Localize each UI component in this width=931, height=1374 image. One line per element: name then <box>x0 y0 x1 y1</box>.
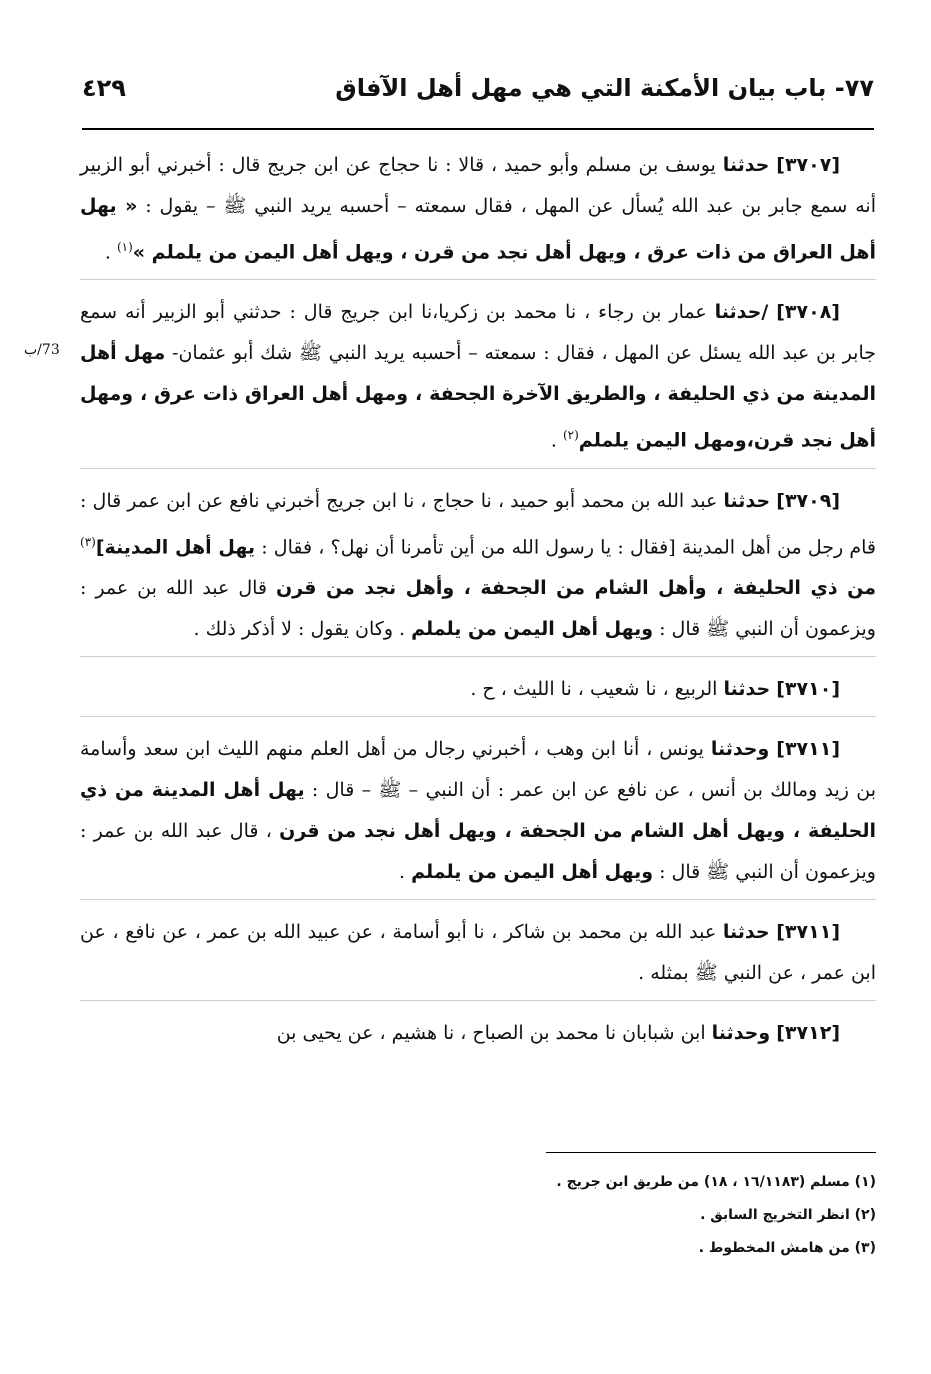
hadith-number: [٣٧١١] <box>776 920 840 943</box>
hadith-matn: « يهل أهل العراق من ذات عرق ، ويهل أهل نجد من قرن ، ويهل أهل اليمن من يلملم » <box>80 195 876 264</box>
footnote-3: (٣) من هامش المخطوط . <box>698 1240 876 1256</box>
hadith-matn-end: ويهل أهل اليمن من يلملم <box>411 617 654 640</box>
hadith-number: [٣٧١١] <box>776 737 841 760</box>
hadith-matn: مهل أهل المدينة من ذي الحليفة ، والطريق الآخرة الجحفة ، ومهل أهل العراق ذات عرق ، ومهل أهل نجد قرن،ومهل اليمن يلملم <box>80 342 876 452</box>
hadith-text-mid: ، قال عبد الله بن عمر : ويزعمون أن النبي ﷺ قال : <box>80 819 876 883</box>
hadith-matn-end: ويهل أهل اليمن من يلملم <box>411 860 654 883</box>
hadith-matn-cont: من ذي الحليفة ، وأهل الشام من الجحفة ، وأهل نجد من قرن <box>275 576 876 599</box>
hadith-number: [٣٧٠٧] <box>776 154 841 176</box>
hadith-matn: يهل أهل المدينة من ذي الحليفة ، ويهل أهل الشام من الجحفة ، ويهل أهل نجد من قرن <box>80 778 876 842</box>
header-divider <box>82 128 874 130</box>
haddathana-word: حدثنا <box>723 489 771 512</box>
folio-marker: / <box>761 301 769 324</box>
hadith-paragraph <box>80 292 876 461</box>
haddathana-word: حدثنا <box>723 677 771 700</box>
margin-folio-note: 73/ب <box>24 342 60 358</box>
hadith-number: [٣٧٠٩] <box>776 489 841 512</box>
footnote-1: (١) مسلم (١٦/١١٨٣ ، ١٨) من طريق ابن جريج . <box>556 1174 876 1190</box>
hadith-text: عبد الله بن محمد بن شاكر ، نا أبو أسامة ، عن عبيد الله بن عمر ، عن نافع ، عن ابن عمر ، عن النبي ﷺ بمثله . <box>80 920 876 984</box>
hadith-text-end: . <box>550 429 563 452</box>
page-number: ٤٢٩ <box>82 74 126 102</box>
haddathana-word: حدثنا <box>714 301 762 324</box>
hadith-text: عمار بن رجاء ، نا محمد بن زكريا،نا ابن جريج قال : حدثني أبو الزبير أنه سمع جابر بن عبد الله يسئل عن المهل ، فقال : سمعته – أحسبه يريد النبي ﷺ شك أبو عثمان- <box>80 301 876 365</box>
hadith-3711b <box>80 912 876 1001</box>
hadith-text: عبد الله بن محمد أبو حميد ، نا حجاج ، نا ابن جريج أخبرني نافع عن ابن عمر قال : قام رجل من أهل المدينة [فقال : يا رسول الله من أين تأمرنا أن نهل؟ ، فقال : <box>80 489 876 558</box>
hadith-paragraph <box>80 729 876 893</box>
chapter-title: ٧٧- باب بيان الأمكنة التي هي مهل أهل الآفاق <box>335 74 874 102</box>
footnote-2: (٢) انظر التخريج السابق . <box>700 1207 876 1223</box>
hadith-3707 <box>80 145 876 280</box>
hadith-3708 <box>80 292 876 468</box>
footnotes <box>276 1166 876 1265</box>
hadith-3709 <box>80 481 876 657</box>
hadith-matn: يهل أهل المدينة] <box>95 535 256 558</box>
hadith-text-end: . وكان يقول : لا أذكر ذلك . <box>193 617 412 640</box>
hadith-text: الربيع ، نا شعيب ، نا الليث ، ح . <box>470 677 718 700</box>
haddathana-word: وحدثنا <box>710 737 770 760</box>
footnote-divider <box>546 1152 876 1153</box>
haddathana-word: حدثنا <box>722 154 770 176</box>
footnote-ref: (١) <box>116 240 133 254</box>
footnote-ref: (٣) <box>80 534 96 549</box>
hadith-number: [٣٧١٢] <box>776 1021 840 1044</box>
hadith-paragraph <box>80 481 876 650</box>
hadith-text: يونس ، أنا ابن وهب ، أخبرني رجال من أهل العلم منهم الليث ابن سعد وأسامة بن زيد ومالك بن أنس ، عن نافع عن ابن عمر : أن النبي – ﷺ – قال : <box>80 737 876 801</box>
page-header <box>82 72 874 116</box>
hadith-paragraph <box>80 669 876 710</box>
hadith-text-end: . <box>399 860 412 883</box>
haddathana-word: حدثنا <box>722 920 770 943</box>
hadith-text-mid: قال عبد الله بن عمر : ويزعمون أن النبي ﷺ قال : <box>80 576 876 640</box>
hadith-3710 <box>80 669 876 717</box>
footnote-ref: (٢) <box>562 428 579 443</box>
hadith-number: [٣٧١٠] <box>776 677 840 700</box>
hadith-text-end: . <box>104 241 117 264</box>
hadith-number: [٣٧٠٨] <box>776 301 840 324</box>
page-body <box>80 145 876 1072</box>
haddathana-word: وحدثنا <box>711 1021 771 1044</box>
hadith-text: ابن شبابان نا محمد بن الصباح ، نا هشيم ، عن يحيى بن <box>276 1021 706 1044</box>
hadith-3712 <box>80 1013 876 1060</box>
hadith-paragraph <box>80 1013 876 1054</box>
hadith-paragraph <box>80 912 876 994</box>
hadith-paragraph <box>80 145 876 273</box>
hadith-text: يوسف بن مسلم وأبو حميد ، قالا : نا حجاج عن ابن جريج قال : أخبرني أبو الزبير أنه سمع جابر بن عبد الله يُسأل عن المهل ، فقال سمعته – أحسبه يريد النبي ﷺ – يقول : <box>80 154 876 217</box>
hadith-3711 <box>80 729 876 900</box>
